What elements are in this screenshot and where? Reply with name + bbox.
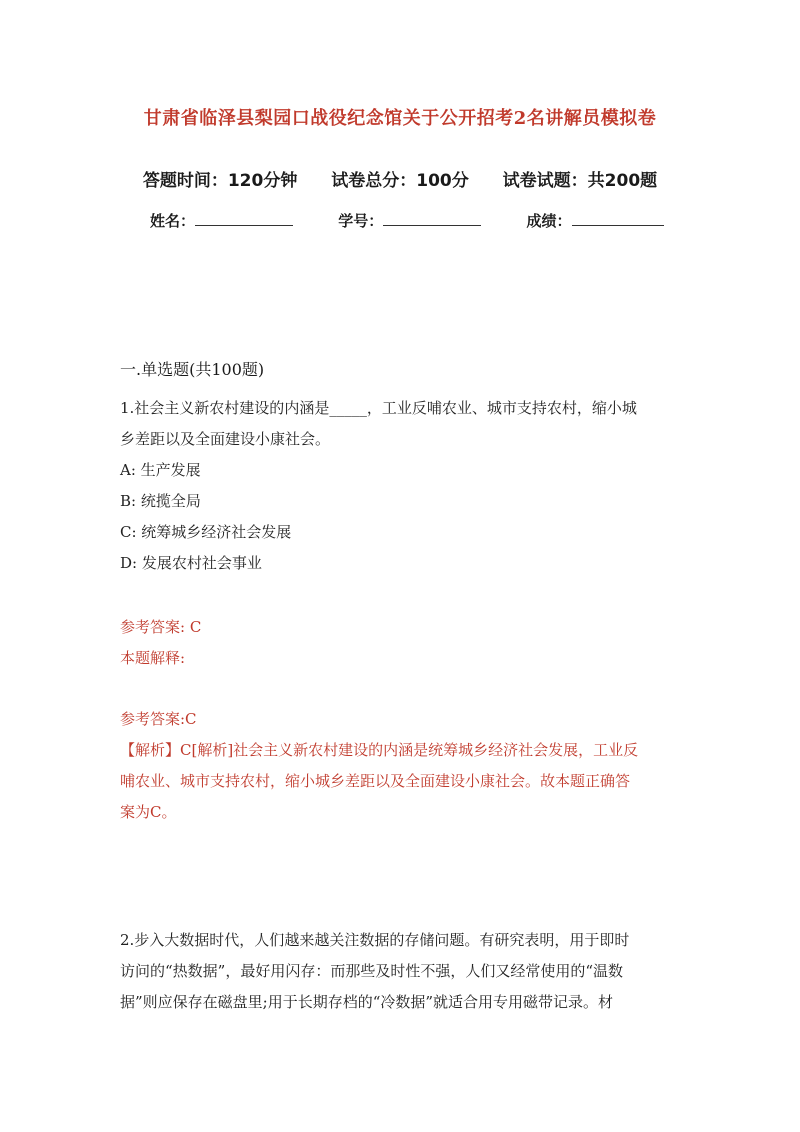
answer-block-1	[120, 612, 685, 674]
exam-time: 答题时间：120分钟	[142, 171, 298, 191]
question-2	[120, 925, 685, 1018]
name-field	[150, 210, 293, 231]
grade-label: 成绩：	[526, 212, 572, 230]
explanation-label: 本题解释:	[120, 649, 186, 667]
name-blank	[195, 211, 293, 226]
option-b: B: 统揽全局	[120, 492, 201, 510]
student-id-label: 学号：	[338, 212, 384, 230]
question-1	[120, 393, 685, 579]
analysis-block-1	[120, 704, 685, 828]
grade-field	[527, 210, 664, 231]
student-id-field	[338, 210, 481, 231]
question-stem: 1.社会主义新农村建设的内涵是_____，工业反哺农业、城市支持农村，缩小城	[120, 399, 637, 417]
name-label: 姓名：	[150, 212, 196, 230]
exam-meta	[0, 166, 800, 191]
exam-total-score: 试卷总分：100分	[331, 171, 469, 191]
reference-answer: 参考答案: C	[120, 618, 202, 636]
question-stem: 访问的“热数据”，最好用闪存：而那些及时性不强，人们又经常使用的“温数	[120, 962, 624, 980]
option-a: A: 生产发展	[120, 461, 201, 479]
analysis-text: 【解析】C[解析]社会主义新农村建设的内涵是统筹城乡经济社会发展，工业反	[120, 741, 639, 759]
section-title: 一.单选题(共100题)	[120, 360, 265, 379]
option-d: D: 发展农村社会事业	[120, 554, 262, 572]
question-stem: 乡差距以及全面建设小康社会。	[120, 430, 331, 448]
grade-blank	[572, 211, 664, 226]
student-id-blank	[383, 211, 481, 226]
analysis-text: 哺农业、城市支持农村，缩小城乡差距以及全面建设小康社会。故本题正确答	[120, 772, 631, 790]
exam-question-count: 试卷试题：共200题	[502, 171, 658, 191]
student-info-row	[150, 210, 704, 231]
reference-answer-2: 参考答案:C	[120, 710, 197, 728]
question-stem: 据”则应保存在磁盘里;用于长期存档的“冷数据”就适合用专用磁带记录。材	[120, 993, 614, 1011]
analysis-text: 案为C。	[120, 803, 177, 821]
question-stem: 2.步入大数据时代，人们越来越关注数据的存储问题。有研究表明，用于即时	[120, 931, 630, 949]
page-title: 甘肃省临泽县梨园口战役纪念馆关于公开招考2名讲解员模拟卷	[143, 108, 657, 129]
option-c: C: 统筹城乡经济社会发展	[120, 523, 292, 541]
